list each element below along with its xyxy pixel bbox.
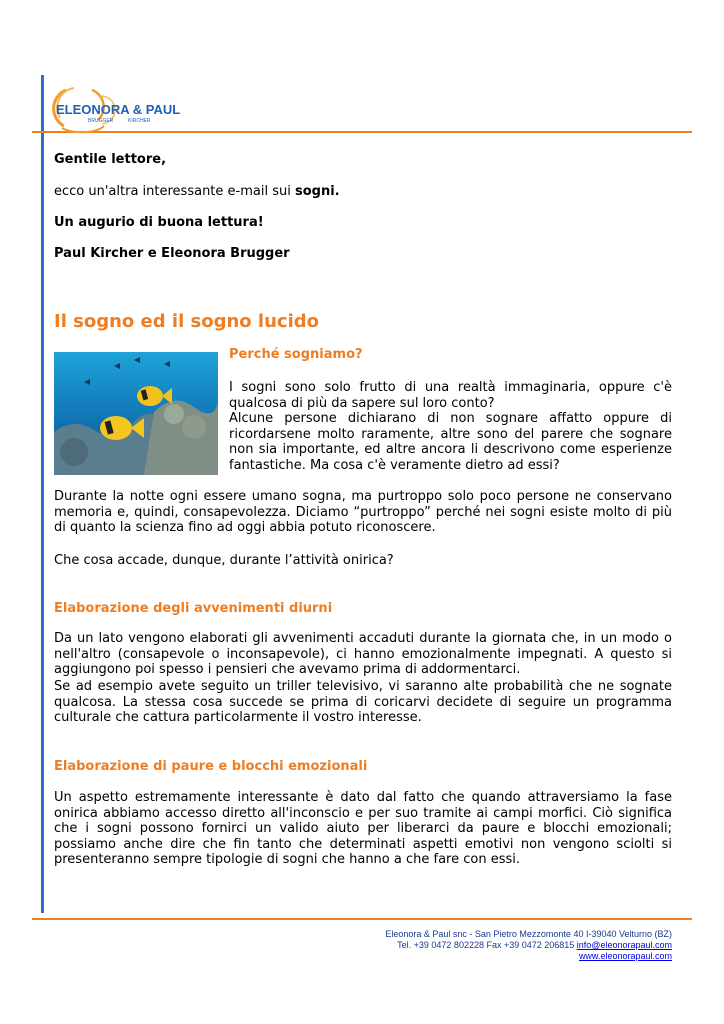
intro-line-bold: sogni.	[294, 184, 340, 199]
footer-rule	[32, 918, 692, 920]
section2-heading: Elaborazione degli avvenimenti diurni	[54, 601, 333, 616]
section1-heading: Perché sogniamo?	[229, 347, 363, 362]
article-title: Il sogno ed il sogno lucido	[54, 311, 319, 332]
section1-paragraph-4: Che cosa accade, dunque, durante l’attività onirica?	[54, 553, 394, 568]
logo-text: ELEONORA & PAUL	[56, 102, 181, 117]
fish-photo	[54, 352, 218, 475]
section1-paragraph-1: I sogni sono solo frutto di una realtà immaginaria, oppure c'è qualcosa di più da sapere sul loro conto?	[229, 380, 672, 411]
footer-phone-line	[385, 940, 672, 951]
reading-wish: Un augurio di buona lettura!	[54, 215, 264, 230]
left-margin-rule	[41, 75, 44, 913]
company-logo	[52, 84, 181, 132]
intro-line-text: ecco un'altra interessante e-mail sui	[54, 184, 295, 199]
logo-subtext-brugger: BRUGGER	[88, 118, 114, 124]
section2-paragraph-2: Se ad esempio avete seguito un triller televisivo, vi saranno alte probabilità che ne sognate qualcosa. La stessa cosa succede se prima di coricarvi decidete di seguire un programma culturale che cattura particolarmente il vostro interesse.	[54, 679, 672, 726]
footer-contact	[385, 929, 672, 962]
logo-subtext-kircher: KIRCHER	[128, 118, 151, 124]
section3-paragraph-1: Un aspetto estremamente interessante è dato dal fatto che quando attraversiamo la fase onirica abbiamo accesso diretto all'inconscio e per suo tramite ai campi morfici. Ciò significa che i sogni possono fornirci un valido aiuto per liberarci da paure e blocchi emozionali; possiamo anche dire che fin tanto che determinati aspetti emotivi non vengono sciolti si presenteranno sempre tipologie di sogni che hanno a che fare con essi.	[54, 790, 672, 868]
section1-paragraph-2: Alcune persone dichiarano di non sognare affatto oppure di ricordarsene molto raramente, altre sono del parere che sognare non sia importante, ed altre ancora li descrivono come esperienze fantastiche. Ma cosa c'è veramente dietro ad essi?	[229, 411, 672, 473]
signature: Paul Kircher e Eleonora Brugger	[54, 246, 290, 261]
intro-line	[54, 184, 672, 200]
section1-paragraph-3: Durante la notte ogni essere umano sogna, ma purtroppo solo poco persone ne conservano memoria e, quindi, consapevolezza. Diciamo “purtroppo” perché nei sogni esiste molto di più di quanto la scienza fino ad oggi abbia potuto riconoscere.	[54, 489, 672, 536]
greeting: Gentile lettore,	[54, 152, 167, 167]
footer-website-link[interactable]: www.eleonorapaul.com	[578, 951, 672, 961]
section3-heading: Elaborazione di paure e blocchi emozionali	[54, 759, 368, 774]
section2-paragraph-1: Da un lato vengono elaborati gli avvenimenti accaduti durante la giornata che, in un modo o nell'altro (consapevole o inconsapevole), ci hanno emozionalmente impegnati. A questo si aggiungono poi spesso i pensieri che avevamo prima di addormentarci.	[54, 631, 672, 678]
footer-address: Eleonora & Paul snc - San Pietro Mezzomonte 40 I-39040 Velturno (BZ)	[385, 929, 672, 939]
footer-email-link[interactable]: info@eleonorapaul.com	[576, 940, 672, 950]
footer-phone-fax: Tel. +39 0472 802228 Fax +39 0472 206815	[397, 940, 577, 950]
